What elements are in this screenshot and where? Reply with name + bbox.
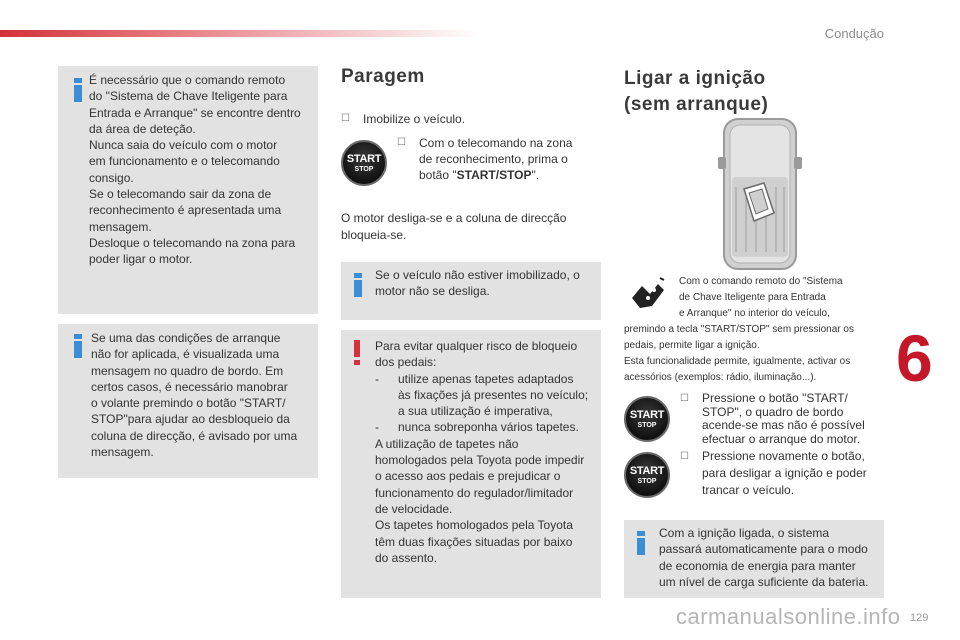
remote-description: Com o comando remoto do "Sistema de Chave Iteligente para Entrada e Arranque" no interior do veículo,	[679, 276, 843, 319]
warning-box-floor-mats	[341, 330, 601, 598]
box-line: certos casos, é necessário manobrar	[91, 379, 288, 394]
box-line: funcionamento do regulador/limitador	[375, 485, 574, 500]
heading-ignition: Ligar a ignição (sem arranque)	[624, 68, 769, 115]
box-line: de velocidade.	[375, 501, 453, 516]
car-top-view-illustration	[716, 117, 804, 273]
motor-stop-text: O motor desliga-se e a coluna de direcção bloqueia-se.	[341, 211, 567, 242]
box-line: o volante premindo o botão "START/	[91, 396, 286, 411]
box-line: não for aplicada, é visualizada uma	[91, 347, 280, 362]
box-line: Se uma das condições de arranque	[91, 331, 281, 345]
list-item: - nunca sobreponha vários tapetes.	[375, 420, 579, 435]
info-box-start-conditions	[58, 324, 318, 478]
bullet-marker: ☐	[680, 393, 689, 404]
box-line: A utilização de tapetes não	[375, 436, 519, 451]
box-line: Se o telecomando sair da zona de	[89, 187, 272, 202]
step-press-again: ☐ Pressione novamente o botão, para desligar a ignição e poder trancar o veículo.	[680, 449, 867, 497]
section-title: Condução	[824, 26, 884, 41]
box-line: motor não se desliga.	[375, 284, 490, 299]
box-line: mensagem.	[89, 219, 152, 234]
remote-key-icon	[628, 276, 668, 312]
box-line: têm duas fixações situadas por baixo	[375, 534, 573, 549]
box-line: às fixações já presentes no veículo;	[398, 387, 589, 402]
info-icon	[74, 334, 82, 358]
info-box-energy-saving	[624, 520, 884, 598]
box-line: a sua utilização é imperativa,	[398, 404, 553, 419]
box-line: reconhecimento é apresentada uma	[89, 203, 282, 218]
box-line: Entrada e Arranque" se encontre dentro	[89, 105, 301, 120]
list-item: - utilize apenas tapetes adaptados	[375, 371, 574, 386]
bullet-marker: ☐	[397, 137, 406, 148]
box-line: da área de deteção.	[89, 121, 196, 136]
box-line: Com a ignição ligada, o sistema	[659, 526, 830, 540]
bullet-marker: ☐	[341, 113, 350, 124]
watermark: carmanualsonline.info	[676, 604, 901, 629]
box-line: do assento.	[375, 550, 438, 565]
box-line: STOP"para ajudar ao desbloqueio da	[91, 412, 290, 427]
box-line: consigo.	[89, 170, 134, 185]
box-line: mensagem no quadro de bordo. Em	[91, 363, 284, 378]
step-press-start-stop: ☐ Com o telecomando na zona de reconhecimento, prima o botão "START/STOP".	[397, 136, 573, 182]
info-box-detection-area	[58, 66, 318, 314]
step-immobilize: ☐ Imobilize o veículo.	[341, 112, 466, 126]
warning-icon	[353, 340, 361, 365]
bullet-marker: ☐	[680, 451, 689, 462]
header-accent-bar	[0, 30, 480, 37]
start-stop-button-icon: START STOP	[624, 452, 670, 498]
box-line: poder ligar o motor.	[89, 252, 193, 267]
box-line: Para evitar qualquer risco de bloqueio	[375, 339, 578, 353]
info-box-not-immobilized	[341, 262, 601, 320]
box-line: do "Sistema de Chave Iteligente para	[89, 89, 288, 104]
box-line: coluna de direcção, é avisado por uma	[91, 428, 298, 443]
box-line: Se o veículo não estiver imobilizado, o	[375, 268, 580, 282]
box-line: Nunca saia do veículo com o motor	[89, 138, 278, 153]
page-number: 129	[910, 612, 929, 624]
box-line: mensagem.	[91, 445, 154, 460]
remote-description-continued: premindo a tecla "START/STOP" sem pressionar os pedais, permite ligar a ignição. Esta funcionalidade permite, igualmente, activar os acessórios (exemplos: rádio, iluminação...).	[624, 324, 854, 383]
box-line: homologados pela Toyota pode impedir	[375, 453, 585, 468]
box-line: em funcionamento e o telecomando	[89, 154, 280, 169]
box-line: Desloque o telecomando na zona para	[89, 235, 296, 250]
box-line: dos pedais:	[375, 355, 437, 370]
info-icon	[74, 78, 82, 102]
info-icon	[637, 531, 645, 555]
start-stop-button-icon: START STOP	[624, 396, 670, 442]
box-line: um nível de carga suficiente da bateria.	[659, 574, 869, 589]
heading-paragem: Paragem	[341, 66, 425, 87]
box-line: Os tapetes homologados pela Toyota	[375, 518, 573, 533]
step-press-start-stop-ignition: ☐ Pressione o botão "START/ STOP", o quadro de bordo acende-se mas não é possível efectuar o arranque do motor.	[680, 391, 865, 446]
box-line: de economia de energia para manter	[659, 558, 856, 573]
box-line: o acesso aos pedais e prejudicar o	[375, 469, 561, 484]
start-stop-button-icon: START STOP	[341, 140, 387, 186]
chapter-number: 6	[896, 321, 933, 395]
info-icon	[354, 273, 362, 297]
box-line: É necessário que o comando remoto	[89, 73, 286, 87]
box-line: passará automaticamente para o modo	[659, 542, 868, 557]
